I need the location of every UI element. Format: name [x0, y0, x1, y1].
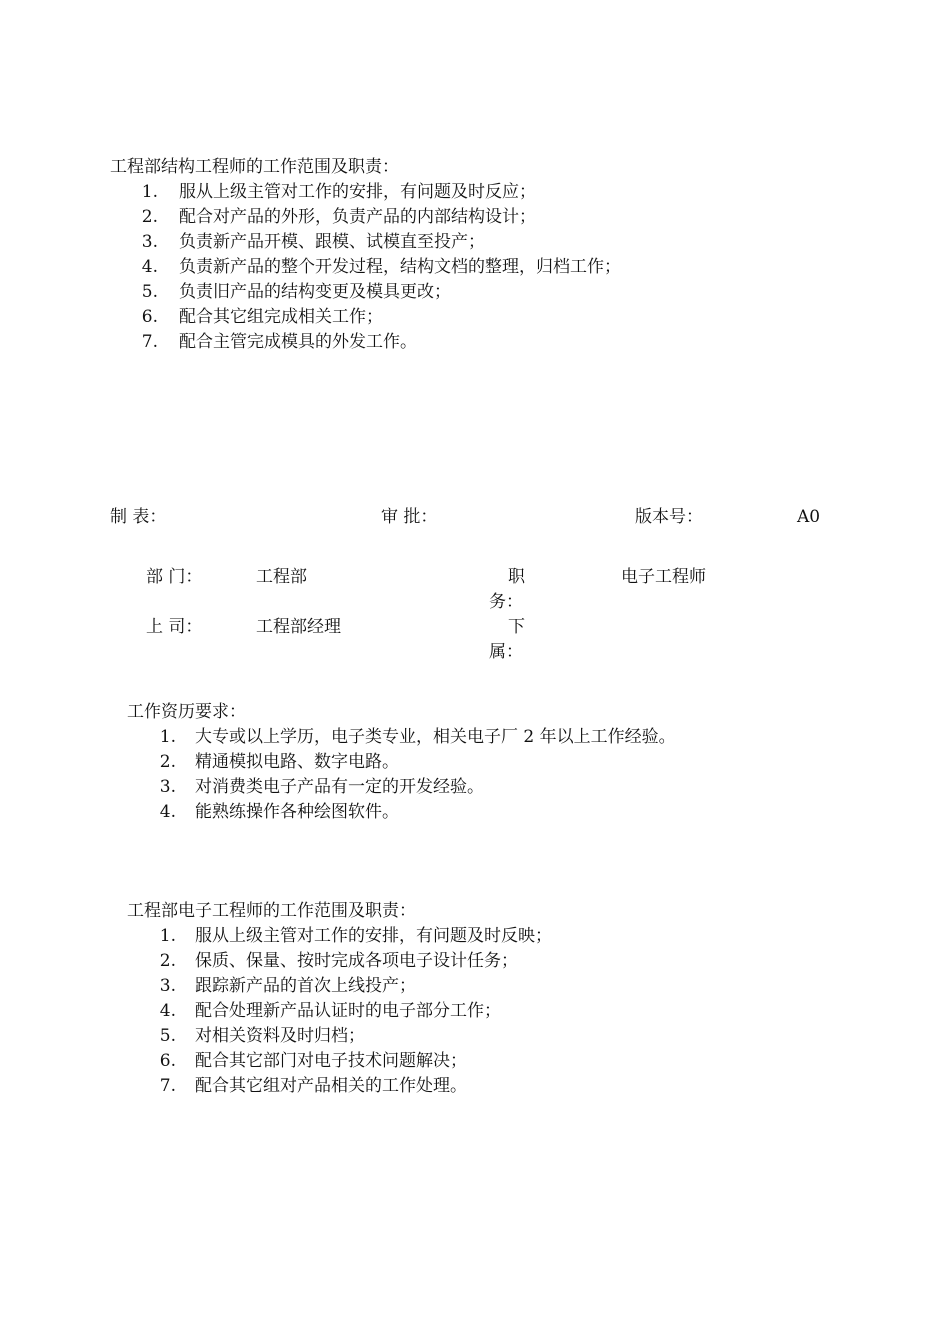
version-value: A0 — [797, 507, 821, 527]
list-item-text: 配合其它部门对电子技术问题解决； — [195, 1051, 467, 1071]
section1-title: 工程部结构工程师的工作范围及职责： — [110, 157, 399, 177]
list-item-text: 大专或以上学历，电子类专业，相关电子厂 2 年以上工作经验。 — [195, 727, 676, 747]
boss-value: 工程部经理 — [256, 617, 341, 637]
list-item-text: 负责新产品开模、跟模、试模直至投产； — [179, 232, 485, 252]
list-item-number: 7. — [159, 1076, 176, 1096]
list-item-number: 4. — [159, 802, 176, 822]
list-item-number: 6. — [159, 1051, 176, 1071]
list-item-number: 4. — [159, 1001, 176, 1021]
list-item-number: 5. — [159, 1026, 176, 1046]
list-item-number: 2. — [141, 207, 158, 227]
list-item-text: 对消费类电子产品有一定的开发经验。 — [195, 777, 484, 797]
list-item-text: 保质、保量、按时完成各项电子设计任务； — [195, 951, 518, 971]
list-item-number: 5. — [141, 282, 158, 302]
list-item-text: 配合处理新产品认证时的电子部分工作； — [195, 1001, 501, 1021]
dept-value: 工程部 — [256, 567, 307, 587]
list-item-number: 3. — [159, 976, 176, 996]
list-item-text: 能熟练操作各种绘图软件。 — [195, 802, 399, 822]
list-item-text: 负责旧产品的结构变更及模具更改； — [179, 282, 451, 302]
list-item-text: 负责新产品的整个开发过程，结构文档的整理，归档工作； — [179, 257, 621, 277]
list-item-number: 3. — [141, 232, 158, 252]
list-item-text: 服从上级主管对工作的安排，有问题及时反映； — [195, 926, 552, 946]
list-item-number: 1. — [159, 727, 176, 747]
subordinate-label-line2: 属： — [489, 642, 523, 662]
list-item-text: 配合对产品的外形，负责产品的内部结构设计； — [179, 207, 536, 227]
position-label-line2: 务： — [489, 592, 523, 612]
list-item-number: 3. — [159, 777, 176, 797]
list-item-number: 2. — [159, 752, 176, 772]
list-item-text: 配合主管完成模具的外发工作。 — [179, 332, 417, 352]
list-item-number: 1. — [141, 182, 158, 202]
list-item-text: 配合其它组完成相关工作； — [179, 307, 383, 327]
list-item-text: 跟踪新产品的首次上线投产； — [195, 976, 416, 996]
list-item-number: 6. — [141, 307, 158, 327]
list-item-text: 精通模拟电路、数字电路。 — [195, 752, 399, 772]
requirements-title: 工作资历要求： — [127, 702, 246, 722]
list-item-number: 7. — [141, 332, 158, 352]
list-item-number: 2. — [159, 951, 176, 971]
version-label: 版本号： — [635, 507, 703, 527]
maker-label: 制 表： — [110, 507, 167, 527]
dept-label: 部 门： — [146, 567, 203, 587]
reviewer-label: 审 批： — [381, 507, 438, 527]
list-item-text: 配合其它组对产品相关的工作处理。 — [195, 1076, 467, 1096]
position-label-line1: 职 — [508, 567, 525, 587]
list-item-text: 对相关资料及时归档； — [195, 1026, 365, 1046]
list-item-text: 服从上级主管对工作的安排，有问题及时反应； — [179, 182, 536, 202]
list-item-number: 4. — [141, 257, 158, 277]
list-item-number: 1. — [159, 926, 176, 946]
boss-label: 上 司： — [146, 617, 203, 637]
section2-title: 工程部电子工程师的工作范围及职责： — [127, 901, 416, 921]
position-value: 电子工程师 — [621, 567, 706, 587]
subordinate-label-line1: 下 — [508, 617, 525, 637]
